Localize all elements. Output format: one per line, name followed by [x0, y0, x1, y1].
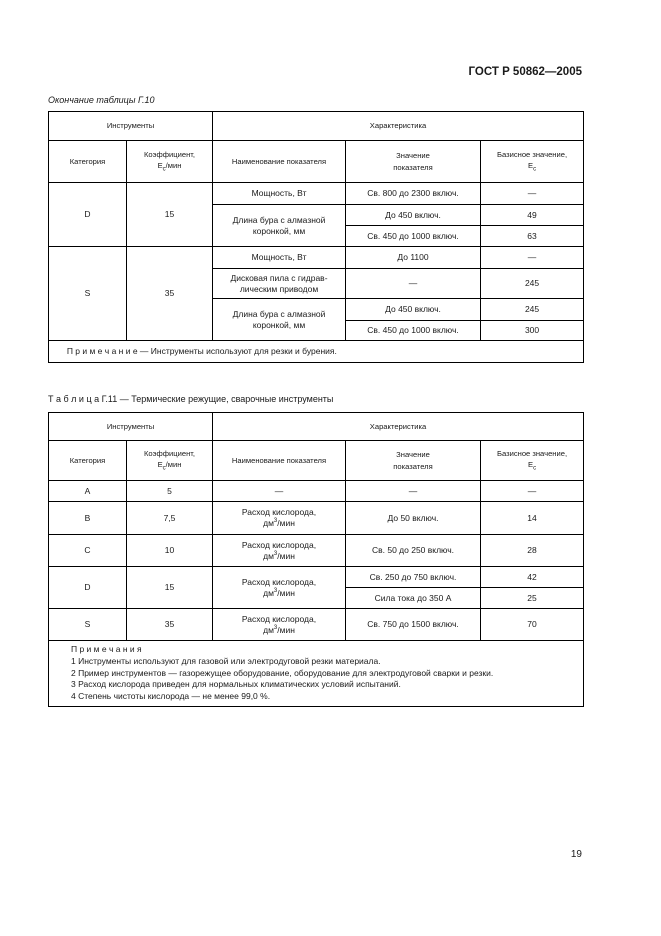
table-cell-category: A — [49, 481, 127, 502]
table-cell-coefficient: 10 — [127, 535, 213, 567]
table-cell-value: Св. 50 до 250 включ. — [346, 535, 481, 567]
table-cell-category: B — [49, 502, 127, 535]
page-number: 19 — [570, 849, 582, 860]
table-cell-value: Св. 250 до 750 включ. — [346, 567, 481, 588]
table-cell-base: 245 — [481, 269, 584, 299]
table-cell-base: 49 — [481, 205, 584, 226]
table-cell-value: До 450 включ. — [346, 205, 481, 226]
header-parameter-value: Значение показателя — [346, 441, 481, 481]
table-cell-base: 70 — [481, 609, 584, 641]
header-instruments: Инструменты — [49, 413, 213, 441]
table-cell-base: 42 — [481, 567, 584, 588]
header-category: Категория — [49, 141, 127, 183]
table-cell-base: 25 — [481, 588, 584, 609]
table-cell-category: S — [49, 609, 127, 641]
table-cell-base: 63 — [481, 226, 584, 247]
header-category: Категория — [49, 441, 127, 481]
table-g10 — [48, 111, 584, 363]
header-parameter-name: Наименование показателя — [213, 441, 346, 481]
table-cell-base: 245 — [481, 299, 584, 321]
table-cell-parameter: Длина бура с алмазной коронкой, мм — [213, 299, 346, 341]
notes-label: П р и м е ч а н и я — [71, 643, 142, 654]
table-11-caption: Т а б л и ц а Г.11 — Термические режущие, сварочные инструменты — [48, 394, 334, 404]
table-cell-parameter: Расход кислорода, $дм^3$/мин — [213, 502, 346, 535]
table-cell-base: — — [481, 481, 584, 502]
table-cell-base: — — [481, 247, 584, 269]
table-cell-parameter: Расход кислорода, $дм^3$/мин — [213, 535, 346, 567]
table-cell-value: До 1100 — [346, 247, 481, 269]
header-instruments: Инструменты — [49, 112, 213, 141]
table-cell-coefficient: 15 — [127, 183, 213, 247]
document-code: ГОСТ Р 50862—2005 — [468, 66, 582, 78]
table-cell-value: До 50 включ. — [346, 502, 481, 535]
table-cell-parameter: Мощность, Вт — [213, 247, 346, 269]
table-cell-category: C — [49, 535, 127, 567]
header-characteristics: Характеристика — [213, 413, 584, 441]
table-cell-value: Св. 750 до 1500 включ. — [346, 609, 481, 641]
table-cell-coefficient: 15 — [127, 567, 213, 609]
table-cell-coefficient: 35 — [127, 609, 213, 641]
table-10-caption: Окончание таблицы Г.10 — [48, 95, 155, 105]
table-cell-category: D — [49, 183, 127, 247]
table-10-note: П р и м е ч а н и е — Инструменты используют для резки и бурения. — [49, 341, 584, 363]
header-characteristics: Характеристика — [213, 112, 584, 141]
table-cell-base: — — [481, 183, 584, 205]
table-cell-parameter: — — [213, 481, 346, 502]
note-item: 4 Степень чистоты кислорода — не менее 99,0 %. — [71, 691, 271, 702]
table-cell-category: S — [49, 247, 127, 341]
table-cell-base: 28 — [481, 535, 584, 567]
note-item: 1 Инструменты используют для газовой или электродуговой резки материала. — [71, 655, 381, 666]
table-cell-value: Св. 450 до 1000 включ. — [346, 321, 481, 341]
table-cell-parameter: Мощность, Вт — [213, 183, 346, 205]
table-cell-value: До 450 включ. — [346, 299, 481, 321]
header-parameter-name: Наименование показателя — [213, 141, 346, 183]
table-cell-parameter: Расход кислорода, $дм^3$/мин — [213, 567, 346, 609]
header-parameter-value: Значение показателя — [346, 141, 481, 183]
table-cell-value: Св. 450 до 1000 включ. — [346, 226, 481, 247]
table-cell-coefficient: 5 — [127, 481, 213, 502]
note-item: 2 Пример инструментов — газорежущее оборудование, оборудование для электродуговой сварки и резки. — [71, 667, 494, 678]
table-cell-category: D — [49, 567, 127, 609]
table-cell-parameter: Расход кислорода, $дм^3$/мин — [213, 609, 346, 641]
table-g11 — [48, 412, 584, 707]
table-cell-value: — — [346, 269, 481, 299]
table-cell-base: 14 — [481, 502, 584, 535]
table-cell-value: — — [346, 481, 481, 502]
table-cell-coefficient: 35 — [127, 247, 213, 341]
table-cell-value: Сила тока до 350 А — [346, 588, 481, 609]
note-item: 3 Расход кислорода приведен для нормальных климатических условий испытаний. — [71, 679, 401, 690]
table-cell-coefficient: 7,5 — [127, 502, 213, 535]
header-base-value: Базисное значение, $E_c$ — [481, 441, 584, 481]
table-11-notes — [49, 641, 584, 707]
header-coefficient: Коэффициент, $E_c$/мин — [127, 141, 213, 183]
table-cell-parameter: Длина бура с алмазной коронкой, мм — [213, 205, 346, 247]
table-cell-value: Св. 800 до 2300 включ. — [346, 183, 481, 205]
header-base-value: Базисное значение, $E_c$ — [481, 141, 584, 183]
table-cell-parameter: Дисковая пила с гидрав-лическим приводом — [213, 269, 346, 299]
table-cell-base: 300 — [481, 321, 584, 341]
header-coefficient: Коэффициент, $E_c$/мин — [127, 441, 213, 481]
